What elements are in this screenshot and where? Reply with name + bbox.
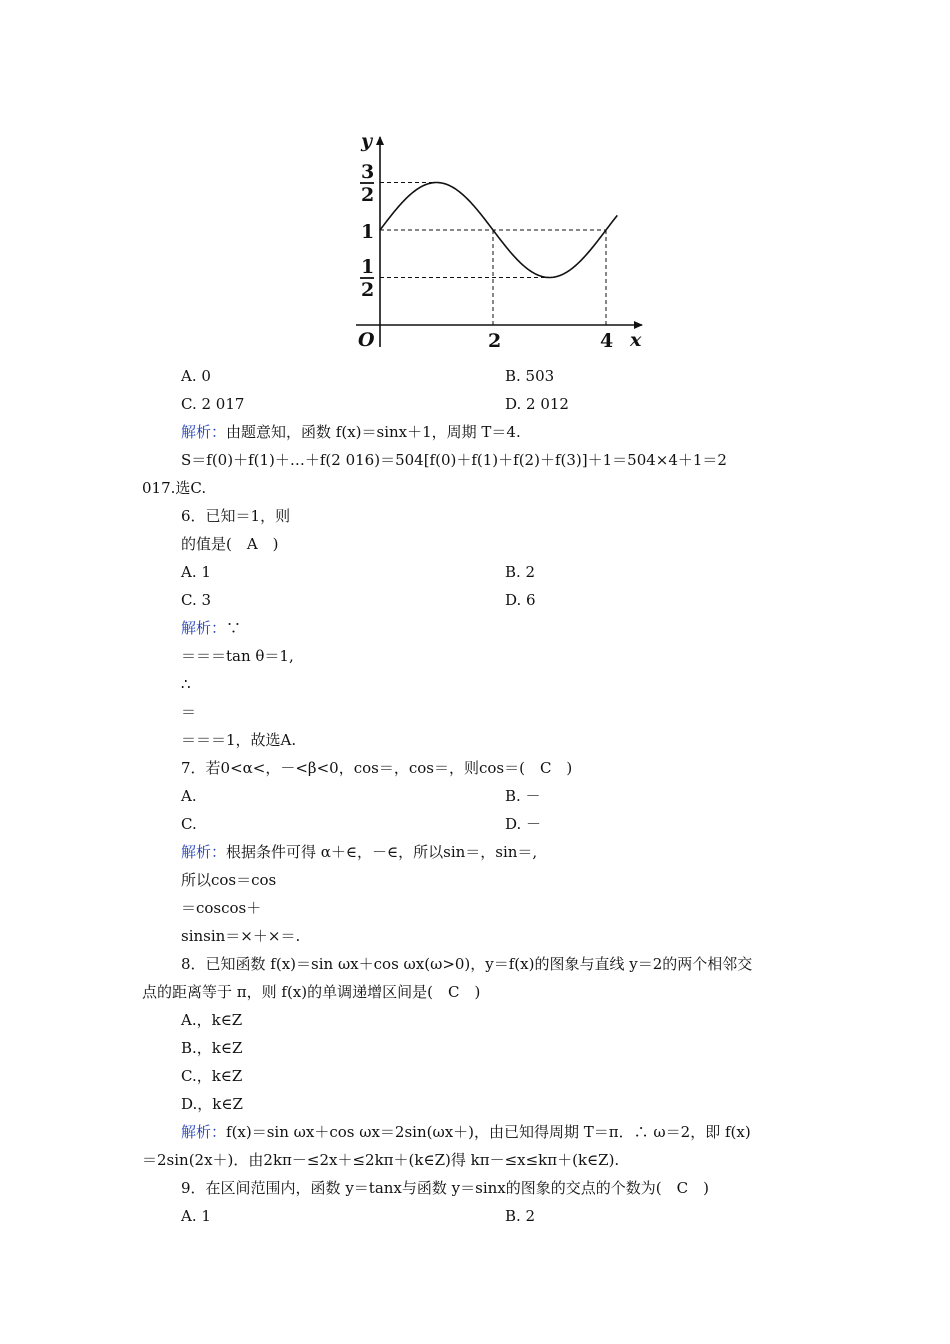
q6-analysis-line-2: ＝＝＝tan θ＝1, (181, 647, 294, 665)
q6-option-a: A. 1 (181, 563, 211, 581)
q8-analysis-label: 解析： (181, 1123, 227, 1141)
q5-analysis-label: 解析： (181, 423, 227, 441)
q7-analysis-line-3: ＝coscos＋ (181, 899, 262, 917)
q6-stem-1: 6．已知＝1，则 (181, 507, 291, 525)
q7-analysis-line-2: 所以cos＝cos (181, 871, 277, 889)
q8-analysis-text-1: f(x)＝sin ωx＋cos ωx＝2sin(ωx＋)，由已知得周期 T＝π．∴ ω＝2，即 f(x) (226, 1123, 751, 1141)
q8-analysis-line-1 (181, 1122, 751, 1142)
q5-analysis-line-1 (181, 422, 521, 442)
y-tick-1: 1 (361, 221, 375, 243)
q9-option-a: A. 1 (181, 1207, 211, 1225)
q8-option-d: D.，k∈Z (181, 1095, 243, 1113)
q5-option-a: A. 0 (181, 367, 211, 385)
q8-option-a: A.，k∈Z (181, 1011, 243, 1029)
q6-therefore-symbol: ∴ (181, 675, 191, 693)
q6-analysis-label: 解析： (181, 619, 227, 637)
q6-option-c: C. 3 (181, 591, 212, 609)
q7-option-c: C. (181, 815, 197, 833)
q8-stem-2: 点的距离等于 π，则 f(x)的单调递增区间是( C ) (142, 983, 481, 1001)
function-graph (340, 125, 660, 360)
q8-analysis-line-2: ＝2sin(2x＋)．由2kπ－≤2x＋≤2kπ＋(k∈Z)得 kπ－≤x≤kπ＋(k∈Z). (142, 1151, 620, 1169)
x-axis-label: x (630, 329, 642, 351)
y-tick-1-2-numerator: 1 (361, 256, 375, 278)
q6-option-b: B. 2 (505, 563, 536, 581)
q7-analysis-line-4: sinsin＝×＋×＝. (181, 927, 301, 945)
q5-analysis-line-2: S＝f(0)＋f(1)＋…＋f(2 016)＝504[f(0)＋f(1)＋f(2)＋f(3)]＋1＝504×4＋1＝2 (181, 451, 727, 469)
q6-option-d: D. 6 (505, 591, 536, 609)
q6-stem-2: 的值是( A ) (181, 535, 279, 553)
y-axis-label: y (361, 130, 373, 152)
guide-lines (380, 183, 606, 326)
q5-analysis-line-3: 017.选C. (142, 479, 207, 497)
x-tick-2: 2 (488, 330, 502, 352)
q7-analysis-text-1: 根据条件可得 α＋∈，－∈，所以sin＝，sin＝, (226, 843, 538, 861)
q5-option-b: B. 503 (505, 367, 555, 385)
y-tick-3-2-denominator: 2 (361, 184, 375, 206)
q7-stem: 7．若0<α<，－<β<0，cos＝，cos＝，则cos＝( C ) (181, 759, 573, 777)
q6-analysis-line-3: ＝ (181, 703, 197, 721)
q8-stem-1: 8．已知函数 f(x)＝sin ωx＋cos ωx(ω>0)，y＝f(x)的图象与直线 y＝2的两个相邻交 (181, 955, 753, 973)
q5-analysis-text-1: 由题意知，函数 f(x)＝sinx＋1，周期 T＝4. (226, 423, 521, 441)
q9-option-b: B. 2 (505, 1207, 536, 1225)
q5-option-d: D. 2 012 (505, 395, 569, 413)
y-tick-1-2-denominator: 2 (361, 279, 375, 301)
y-tick-3-2-numerator: 3 (361, 161, 375, 183)
q7-analysis-label: 解析： (181, 843, 227, 861)
q6-analysis-line-4: ＝＝＝1，故选A. (181, 731, 297, 749)
q7-analysis-line-1 (181, 842, 537, 862)
q8-option-c: C.，k∈Z (181, 1067, 243, 1085)
q7-option-b: B. － (505, 787, 541, 805)
q5-option-c: C. 2 017 (181, 395, 245, 413)
q6-because-symbol: ∵ (226, 619, 242, 637)
origin-label: O (358, 329, 375, 351)
q7-option-d: D. － (505, 815, 542, 833)
x-tick-4: 4 (600, 330, 614, 352)
q7-option-a: A. (181, 787, 197, 805)
q9-stem: 9．在区间范围内，函数 y＝tanx与函数 y＝sinx的图象的交点的个数为( C ) (181, 1179, 709, 1197)
q8-option-b: B.，k∈Z (181, 1039, 243, 1057)
q6-analysis-line-1 (181, 618, 241, 638)
